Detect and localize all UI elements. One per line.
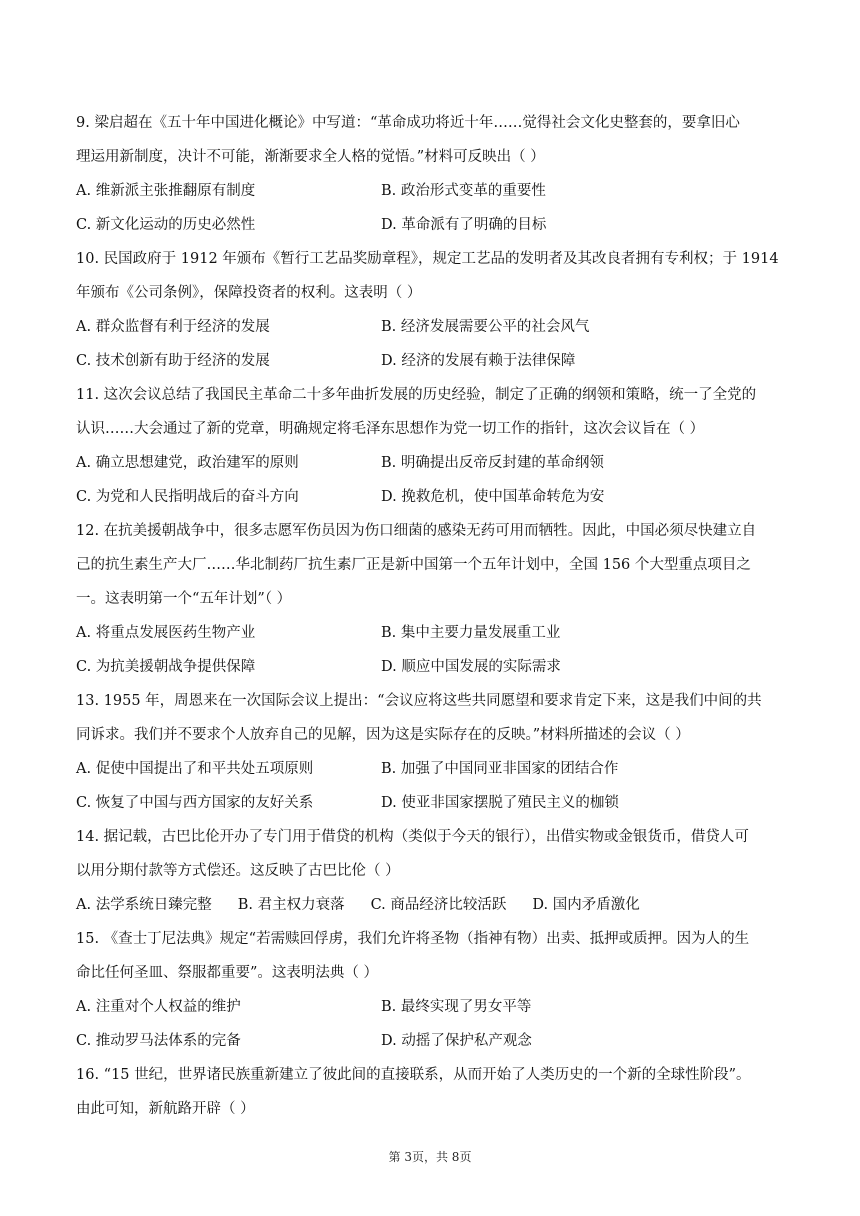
option-a: A. 注重对个人权益的维护 [76, 999, 241, 1015]
question-text-line: 15. 《查士丁尼法典》规定“若需赎回俘虏，我们允许将圣物（指神有物）出卖、抵押或质押。因为人的生 [76, 931, 750, 947]
question-14 [76, 820, 786, 922]
options-row [76, 208, 786, 242]
options-row [76, 446, 786, 480]
question-text-line: 己的抗生素生产大厂……华北制药厂抗生素厂正是新中国第一个五年计划中，全国 156 个大型重点项目之 [76, 557, 751, 573]
question-11 [76, 378, 786, 514]
option-d: D. 挽救危机，使中国革命转危为安 [381, 489, 605, 505]
question-text-line: 11. 这次会议总结了我国民主革命二十多年曲折发展的历史经验，制定了正确的纲领和策略，统一了全党的 [76, 387, 757, 403]
question-12 [76, 514, 786, 684]
question-text-line: 理运用新制度，决计不可能，渐渐要求全人格的觉悟。”材料可反映出（ ） [76, 149, 545, 165]
options-row [76, 786, 786, 820]
question-10 [76, 242, 786, 378]
options-row [76, 650, 786, 684]
option-d: D. 动摇了保护私产观念 [381, 1033, 532, 1049]
question-13 [76, 684, 786, 820]
options-row [76, 344, 786, 378]
question-text-line: 由此可知，新航路开辟（ ） [76, 1101, 255, 1117]
question-text-line: 同诉求。我们并不要求个人放弃自己的见解，因为这是实际存在的反映。”材料所描述的会议（ ） [76, 727, 690, 743]
option-d: D. 国内矛盾激化 [532, 897, 640, 913]
option-c: C. 新文化运动的历史必然性 [76, 217, 256, 233]
question-text-line: 13. 1955 年，周恩来在一次国际会议上提出：“会议应将这些共同愿望和要求肯定下来，这是我们中间的共 [76, 693, 762, 709]
options-row [76, 752, 786, 786]
option-a: A. 促使中国提出了和平共处五项原则 [76, 761, 314, 777]
question-15 [76, 922, 786, 1058]
option-d: D. 经济的发展有赖于法律保障 [381, 353, 576, 369]
option-b: B. 政治形式变革的重要性 [381, 183, 546, 199]
question-text-line: 命比任何圣皿、祭服都重要”。这表明法典（ ） [76, 965, 379, 981]
option-a: A. 确立思想建党，政治建军的原则 [76, 455, 299, 471]
option-a: A. 群众监督有利于经济的发展 [76, 319, 270, 335]
question-text-line: 9. 梁启超在《五十年中国进化概论》中写道：“革命成功将近十年……觉得社会文化史整套的，要拿旧心 [76, 115, 740, 131]
option-c: C. 技术创新有助于经济的发展 [76, 353, 270, 369]
option-a: A. 法学系统日臻完整 [76, 897, 212, 913]
page-footer: 第 3页，共 8页 [388, 1150, 472, 1164]
options-row [76, 990, 786, 1024]
options-row [76, 616, 786, 650]
question-text-line: 12. 在抗美援朝战争中，很多志愿军伤员因为伤口细菌的感染无药可用而牺牲。因此，中国必须尽快建立自 [76, 523, 757, 539]
options-row [76, 480, 786, 514]
option-d: D. 使亚非国家摆脱了殖民主义的枷锁 [381, 795, 619, 811]
option-b: B. 明确提出反帝反封建的革命纲领 [381, 455, 604, 471]
question-text-line: 年颁布《公司条例》，保障投资者的权利。这表明（ ） [76, 285, 422, 301]
option-b: B. 经济发展需要公平的社会风气 [381, 319, 590, 335]
question-text-line: 14. 据记载，古巴比伦开办了专门用于借贷的机构（类似于今天的银行），出借实物或金银货币，借贷人可 [76, 829, 749, 845]
option-c: C. 恢复了中国与西方国家的友好关系 [76, 795, 314, 811]
question-text-line: 认识……大会通过了新的党章，明确规定将毛泽东思想作为党一切工作的指针，这次会议旨在（ ） [76, 421, 705, 437]
question-9 [76, 106, 786, 242]
question-text-line: 16. “15 世纪，世界诸民族重新建立了彼此间的直接联系，从而开始了人类历史的一个新的全球性阶段”。 [76, 1067, 751, 1083]
option-c: C. 商品经济比较活跃 [370, 897, 507, 913]
option-c: C. 为抗美援朝战争提供保障 [76, 659, 256, 675]
option-d: D. 革命派有了明确的目标 [381, 217, 547, 233]
options-row [76, 888, 786, 922]
question-text-line: 一。这表明第一个“五年计划”（ ） [76, 591, 292, 607]
option-c: C. 为党和人民指明战后的奋斗方向 [76, 489, 299, 505]
exam-page [76, 106, 786, 1126]
question-text-line: 以用分期付款等方式偿还。这反映了古巴比伦（ ） [76, 863, 400, 879]
option-c: C. 推动罗马法体系的完备 [76, 1033, 241, 1049]
option-b: B. 加强了中国同亚非国家的团结合作 [381, 761, 619, 777]
option-d: D. 顺应中国发展的实际需求 [381, 659, 561, 675]
options-row [76, 310, 786, 344]
option-a: A. 维新派主张推翻原有制度 [76, 183, 256, 199]
option-b: B. 君主权力衰落 [237, 897, 345, 913]
question-16 [76, 1058, 786, 1126]
option-b: B. 最终实现了男女平等 [381, 999, 532, 1015]
options-row [76, 1024, 786, 1058]
question-text-line: 10. 民国政府于 1912 年颁布《暂行工艺品奖励章程》，规定工艺品的发明者及其改良者拥有专利权；于 1914 [76, 251, 779, 267]
option-a: A. 将重点发展医药生物产业 [76, 625, 256, 641]
options-row [76, 174, 786, 208]
option-b: B. 集中主要力量发展重工业 [381, 625, 561, 641]
